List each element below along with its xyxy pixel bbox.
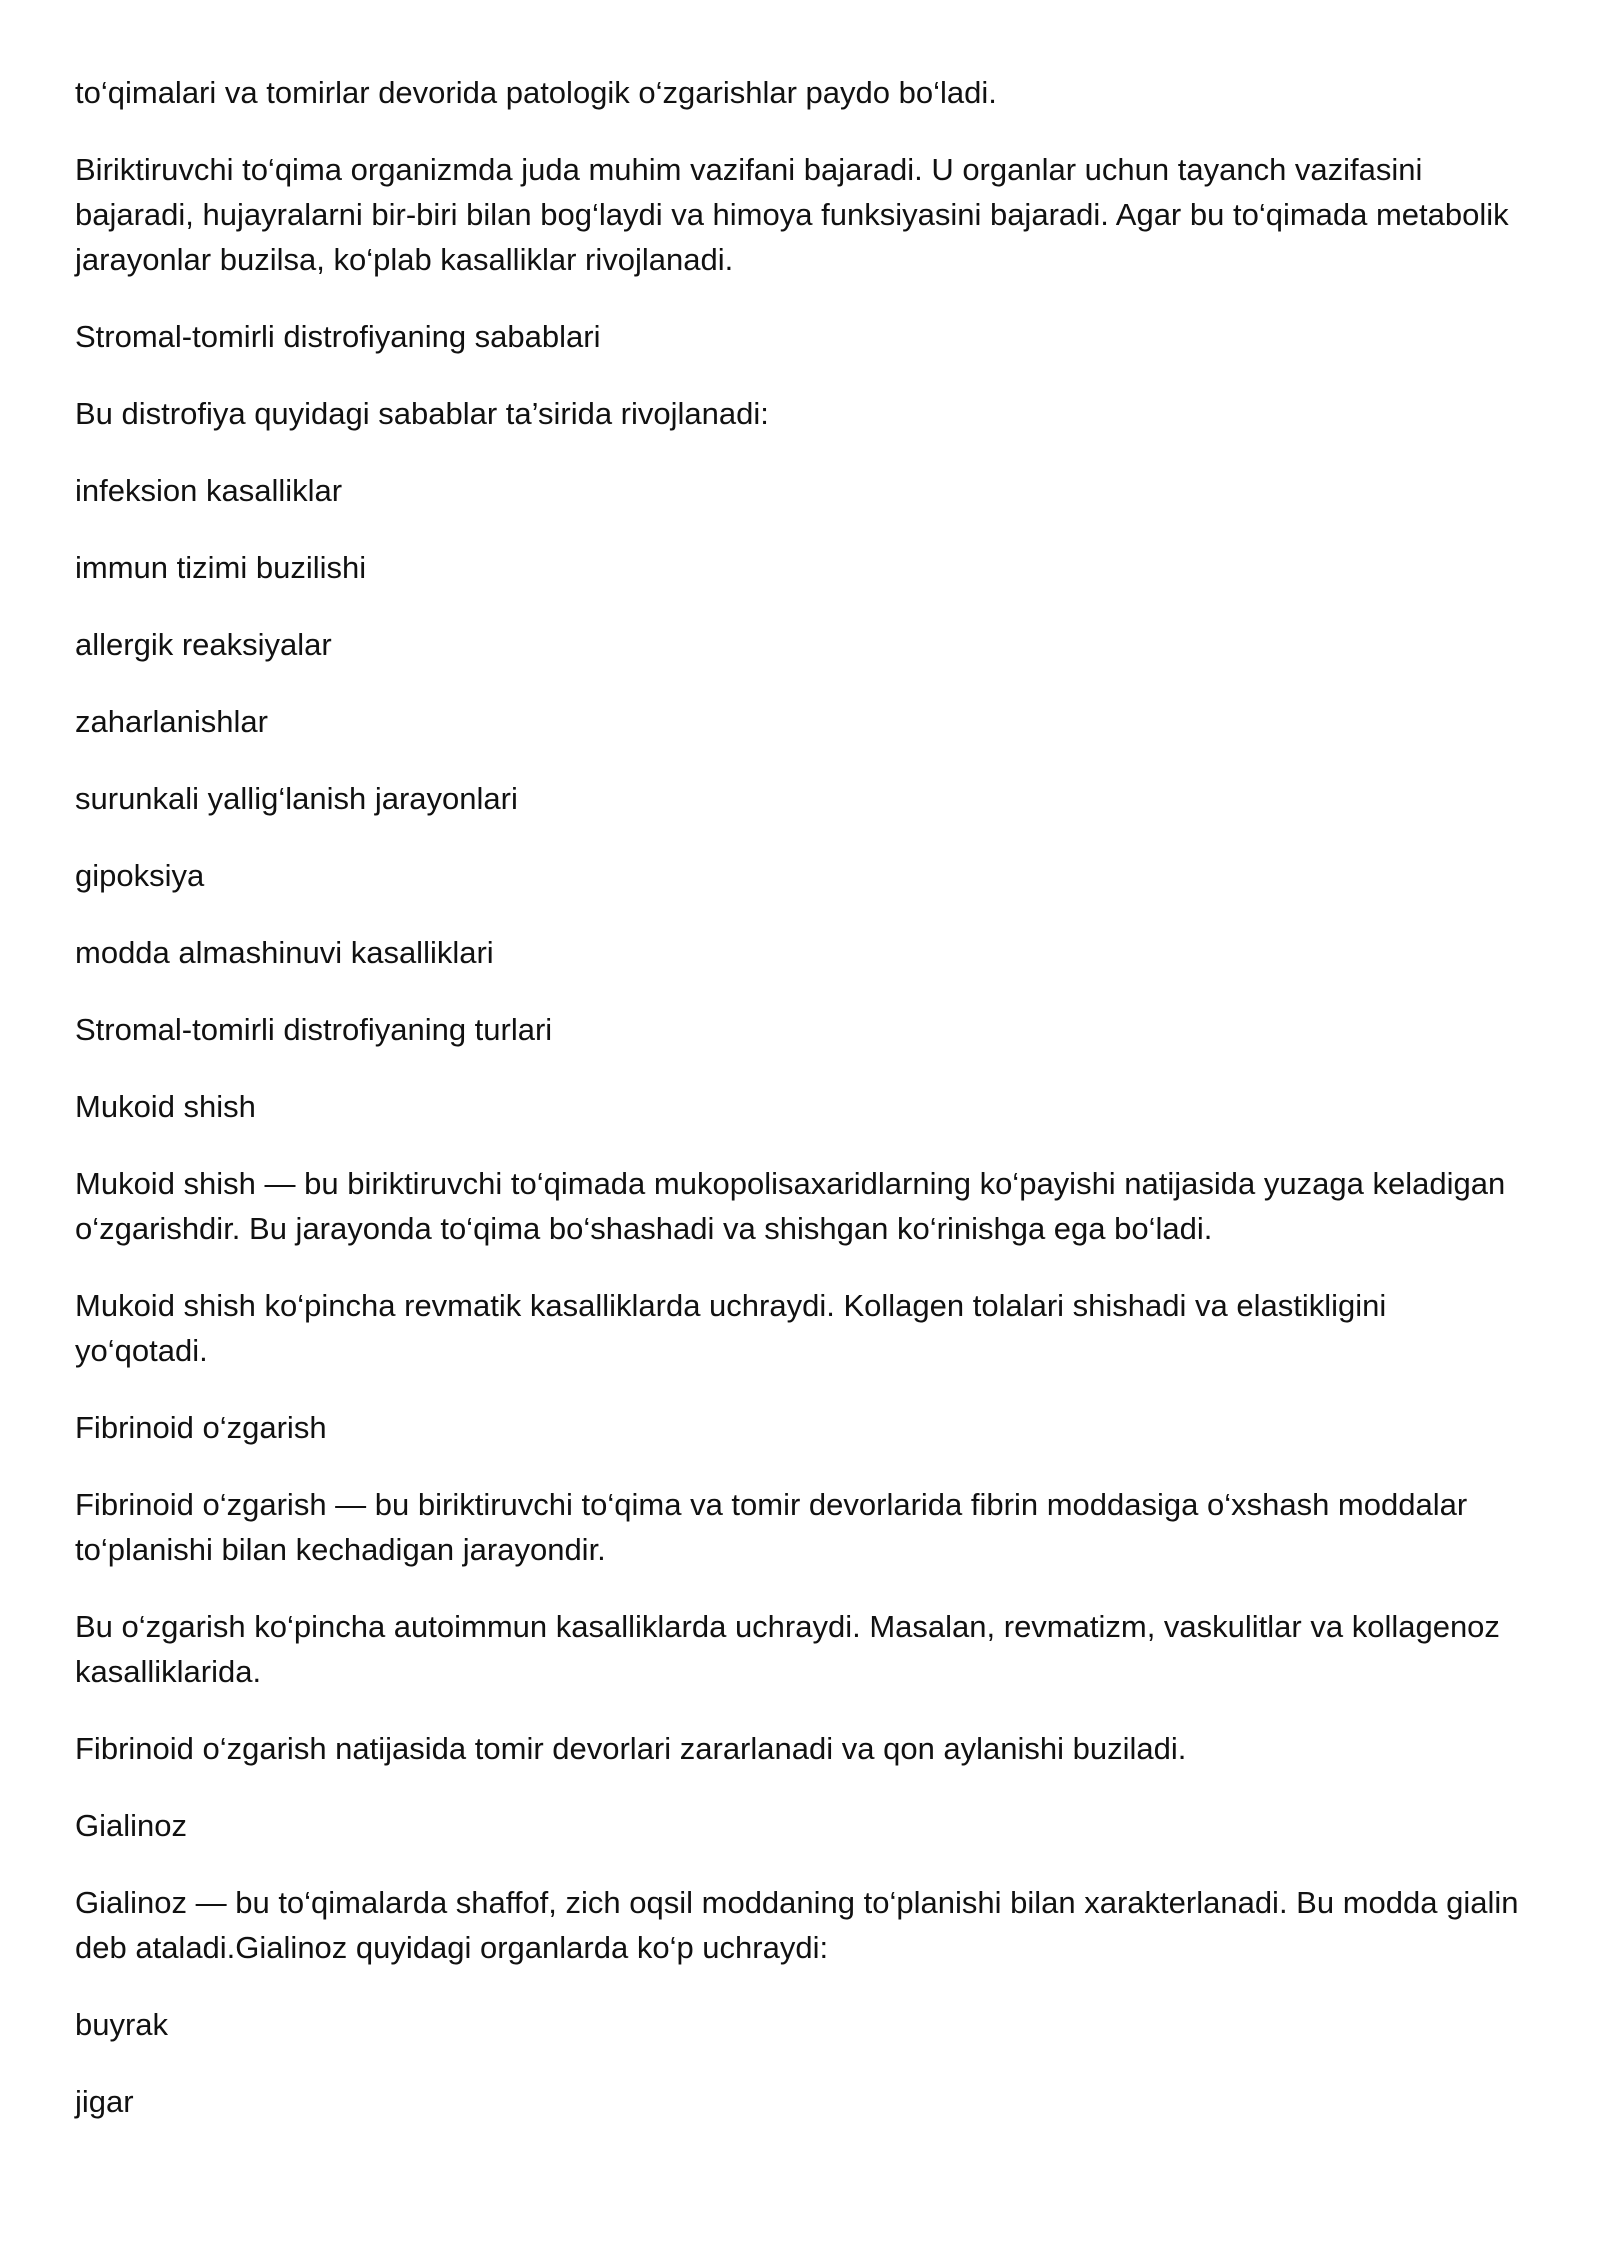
heading-types: Stromal-tomirli distrofiyaning turlari bbox=[75, 1012, 553, 1047]
list-item-cause: immun tizimi buzilishi bbox=[75, 550, 367, 585]
paragraph-fibrinoid-occurrence: Bu o‘zgarish ko‘pincha autoimmun kasalliklarda uchraydi. Masalan, revmatizm, vaskulitlar va kollagenoz kasalliklarida. bbox=[75, 1609, 1500, 1689]
heading-mucoid-swelling: Mukoid shish bbox=[75, 1089, 256, 1124]
list-item-cause: allergik reaksiyalar bbox=[75, 627, 332, 662]
paragraph-fibrinoid-definition: Fibrinoid o‘zgarish — bu biriktiruvchi to‘qima va tomir devorlarida fibrin moddasiga o‘xshash moddalar to‘planishi bilan kechadigan jarayondir. bbox=[75, 1487, 1468, 1567]
paragraph-mucoid-definition: Mukoid shish — bu biriktiruvchi to‘qimada mukopolisaxaridlarning ko‘payishi natijasida yuzaga keladigan o‘zgarishdir. Bu jarayonda to‘qima bo‘shashadi va shishgan ko‘rinishga ega bo‘ladi. bbox=[75, 1166, 1506, 1246]
paragraph-fibrinoid-result: Fibrinoid o‘zgarish natijasida tomir devorlari zararlanadi va qon aylanishi buziladi. bbox=[75, 1731, 1187, 1766]
paragraph-causes-intro: Bu distrofiya quyidagi sabablar ta’sirida rivojlanadi: bbox=[75, 396, 769, 431]
list-item-cause: infeksion kasalliklar bbox=[75, 473, 343, 508]
list-item-organ: jigar bbox=[75, 2084, 134, 2119]
heading-causes: Stromal-tomirli distrofiyaning sabablari bbox=[75, 319, 601, 354]
list-item-cause: surunkali yallig‘lanish jarayonlari bbox=[75, 781, 518, 816]
heading-fibrinoid-change: Fibrinoid o‘zgarish bbox=[75, 1410, 327, 1445]
list-item-cause: gipoksiya bbox=[75, 858, 205, 893]
paragraph-connective-tissue: Biriktiruvchi to‘qima organizmda juda muhim vazifani bajaradi. U organlar uchun tayanch vazifasini bajaradi, hujayralarni bir-biri bilan bog‘laydi va himoya funksiyasini bajaradi. Agar bu to‘qimada metabolik jarayonlar buzilsa, ko‘plab kasalliklar rivojlanadi. bbox=[75, 152, 1509, 277]
list-item-cause: modda almashinuvi kasalliklari bbox=[75, 935, 494, 970]
paragraph-hyalinosis-definition: Gialinoz — bu to‘qimalarda shaffof, zich oqsil moddaning to‘planishi bilan xarakterlanadi. Bu modda gialin deb ataladi.Gialinoz quyidagi organlarda ko‘p uchraydi: bbox=[75, 1885, 1519, 1965]
list-item-cause: zaharlanishlar bbox=[75, 704, 268, 739]
list-item-organ: buyrak bbox=[75, 2007, 169, 2042]
heading-hyalinosis: Gialinoz bbox=[75, 1808, 187, 1843]
paragraph-continuation: to‘qimalari va tomirlar devorida patologik o‘zgarishlar paydo bo‘ladi. bbox=[75, 75, 997, 110]
paragraph-mucoid-occurrence: Mukoid shish ko‘pincha revmatik kasalliklarda uchraydi. Kollagen tolalari shishadi va elastikligini yo‘qotadi. bbox=[75, 1288, 1387, 1368]
